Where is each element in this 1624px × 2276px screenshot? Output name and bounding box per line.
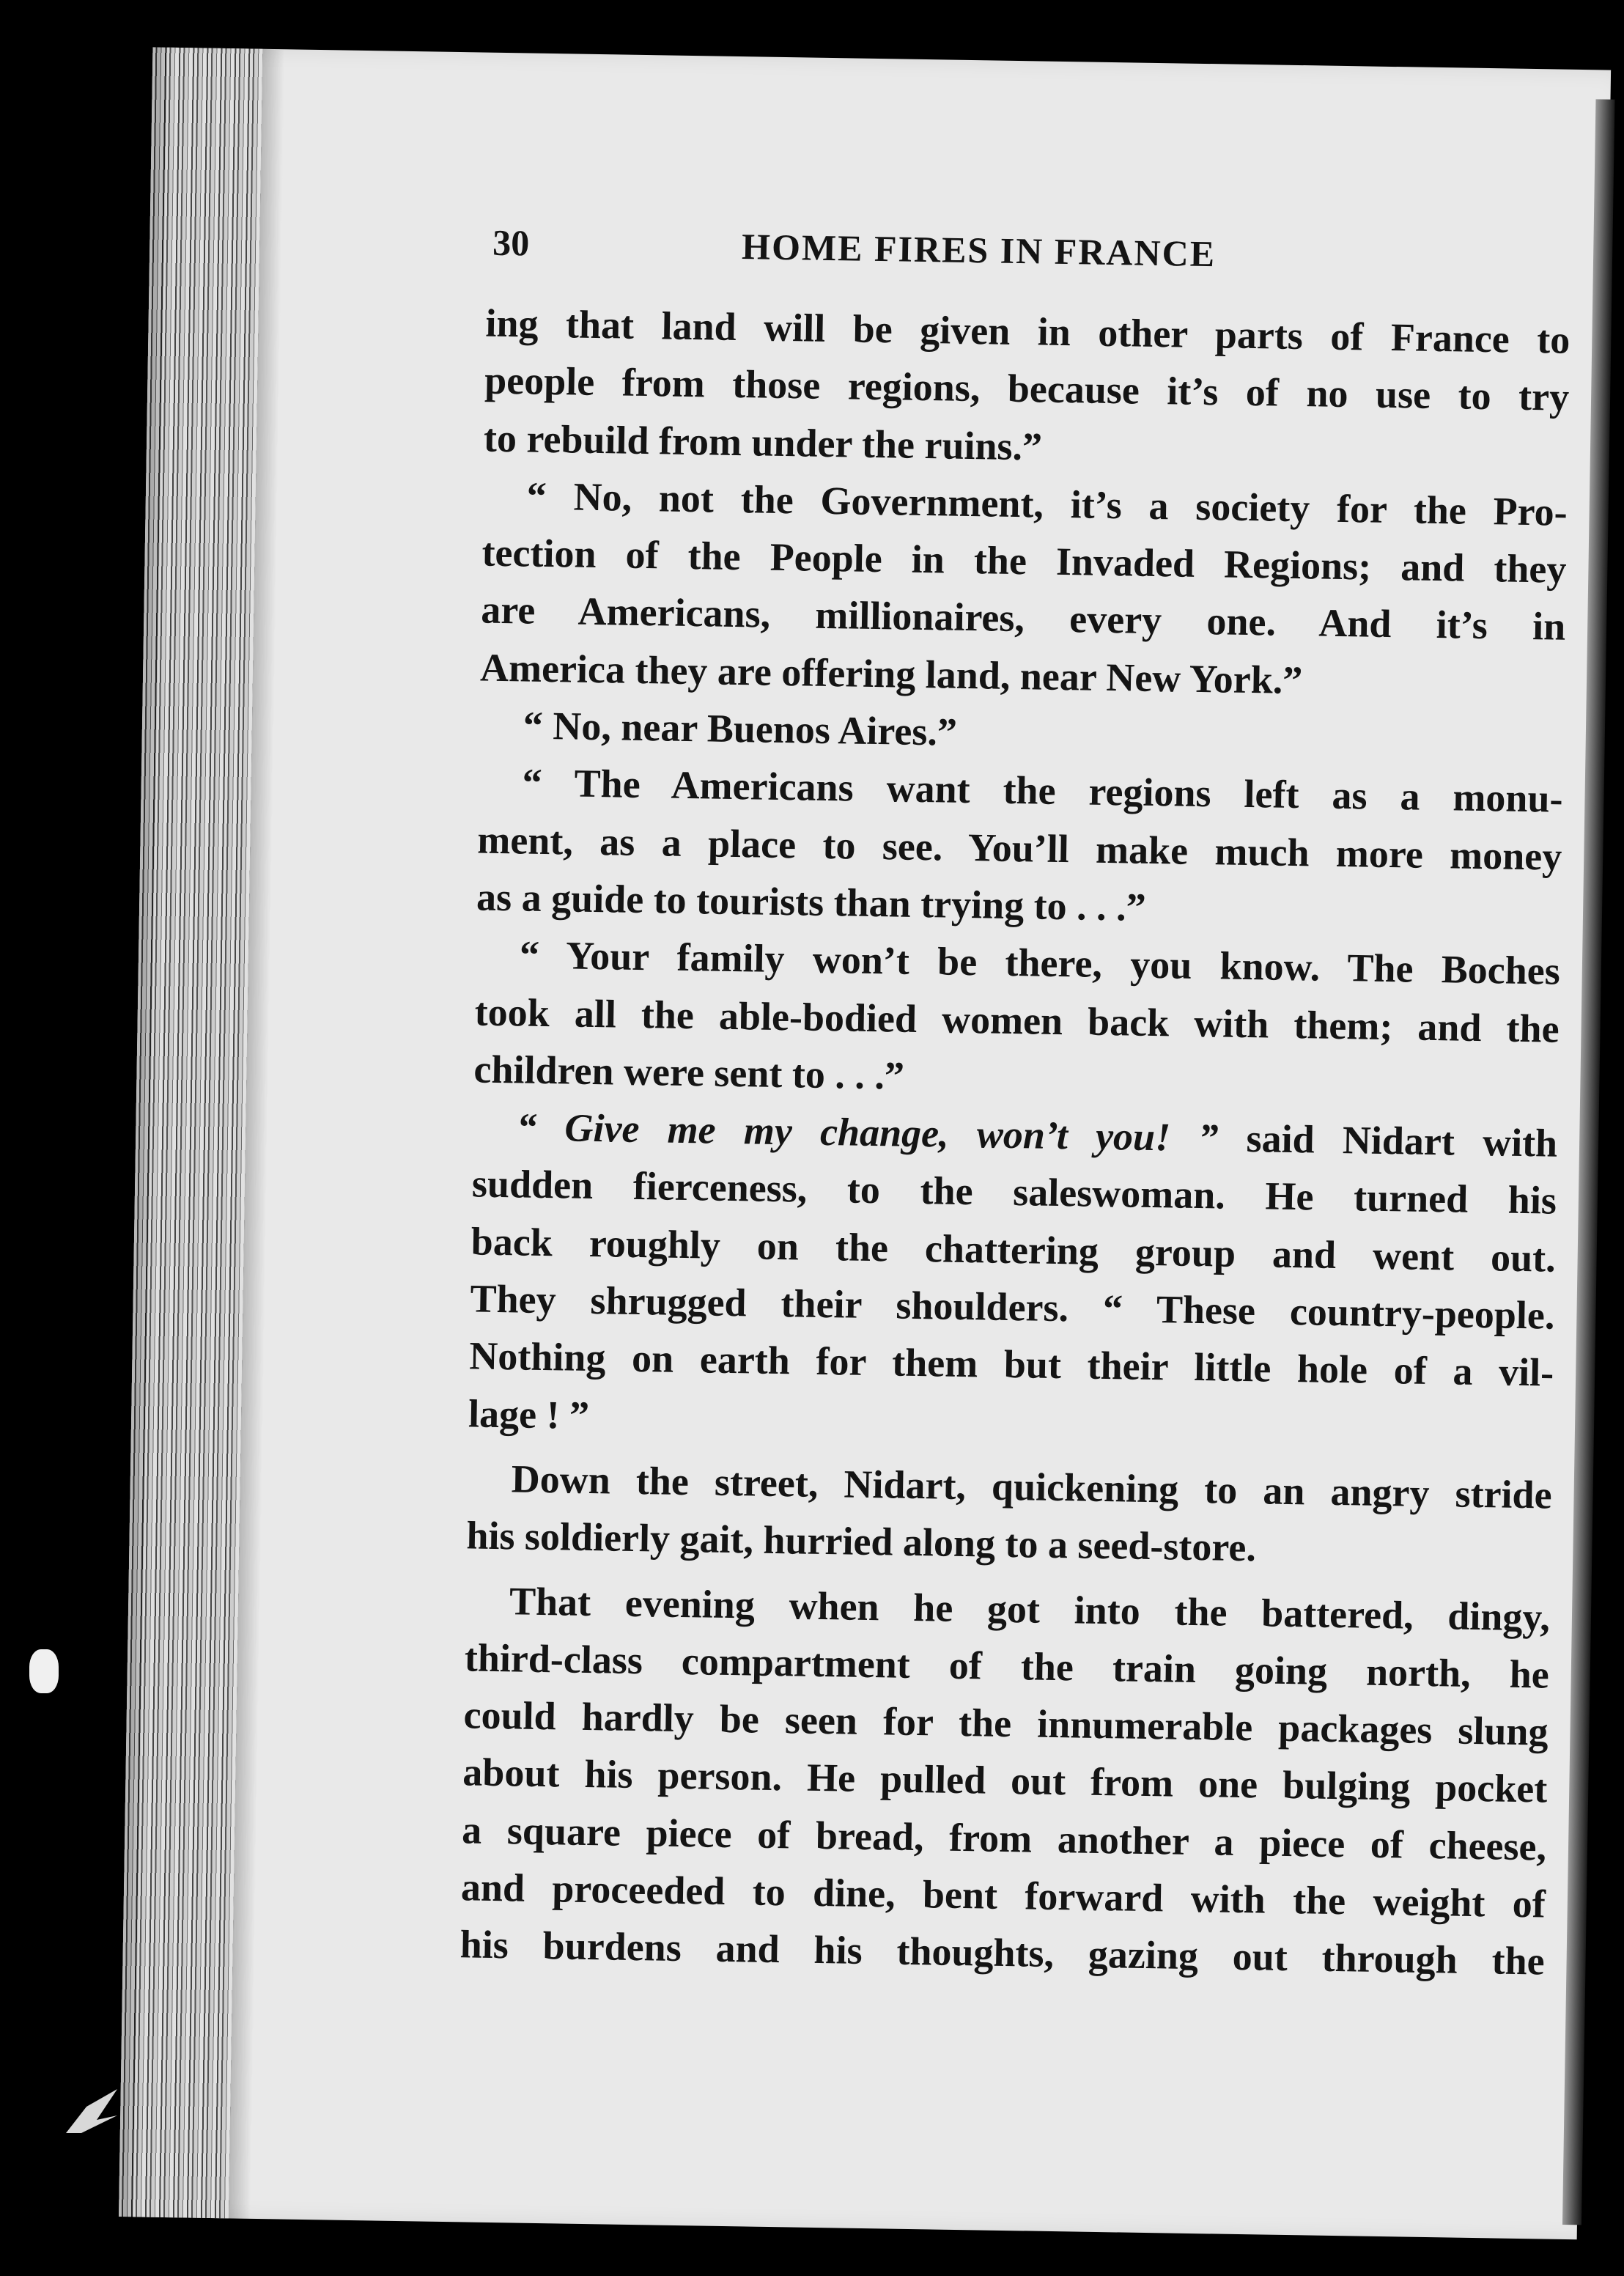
- text-line-content: “ No, not the Government, it’s a society for the Pro-: [526, 474, 1568, 534]
- text-line-content: as a guide to tourists than trying to . . .”: [476, 874, 1147, 929]
- text-line-content: ing that land will be given in other parts of France to: [485, 301, 1571, 362]
- book-page: [133, 48, 1611, 2240]
- page-header: [492, 221, 1313, 293]
- text-line-content: That evening when he got into the battered, dingy,: [509, 1578, 1551, 1640]
- text-line-content: third-class compartment of the train going north, he: [464, 1635, 1550, 1697]
- text-line-content: took all the able-bodied women back with them; and the: [474, 990, 1560, 1051]
- text-line-content: to rebuild from under the ruins.”: [483, 416, 1043, 469]
- text-line-content: America they are offering land, near New York.”: [479, 645, 1303, 702]
- text-line-content: tection of the People in the Invaded Regions; and they: [481, 530, 1567, 592]
- text-line-content: could hardly be seen for the innumerable packages slung: [463, 1693, 1549, 1754]
- running-head: HOME FIRES IN FRANCE: [741, 226, 1217, 275]
- text-line-content: Nothing on earth for them but their little hole of a vil-: [468, 1333, 1554, 1395]
- text-line-content: ment, as a place to see. You’ll make much more money: [476, 817, 1562, 879]
- text-line-content: about his person. He pulled out from one bulging pocket: [462, 1750, 1548, 1811]
- text-line-content: “ Your family won’t be there, you know. The Boches: [519, 932, 1561, 993]
- text-line-content: “ No, near Buenos Aires.”: [523, 703, 958, 754]
- binding-edge: [1562, 99, 1615, 2225]
- scan-speck: [29, 1649, 59, 1693]
- text-line-content: children were sent to . . .”: [473, 1047, 905, 1098]
- text-line-content: said Nidart with: [1217, 1116, 1558, 1165]
- text-line-content: lage ! ”: [468, 1391, 590, 1437]
- text-line-content: and proceeded to dine, bent forward with the weight of: [460, 1865, 1546, 1926]
- page-edges: [119, 47, 262, 2218]
- text-line-content: Down the street, Nidart, quickening to an angry stride: [511, 1456, 1553, 1517]
- text-line-content: back roughly on the chattering group and went out.: [470, 1219, 1557, 1281]
- text-line-content: a square piece of bread, from another a piece of cheese,: [461, 1808, 1547, 1869]
- text-line-content: people from those regions, because it’s of no use to try: [484, 358, 1570, 420]
- text-line-content: are Americans, millionaires, every one. And it’s in: [480, 588, 1566, 649]
- text-line-content: They shrugged their shoulders. “ These country-people.: [470, 1276, 1555, 1338]
- italic-speech: “ Give me my change, won’t you! ”: [516, 1105, 1219, 1160]
- text-line-content: “ The Americans want the regions left as a monu-: [522, 760, 1563, 822]
- text-line-content: sudden fierceness, to the saleswoman. He turned his: [471, 1161, 1557, 1223]
- body-text: [459, 295, 1571, 1991]
- text-line-content: his soldierly gait, hurried along to a seed-store.: [466, 1513, 1257, 1570]
- text-line-content: his burdens and his thoughts, gazing out through the: [459, 1922, 1546, 1984]
- page-number: 30: [492, 221, 530, 264]
- scan-speck: [66, 2089, 117, 2133]
